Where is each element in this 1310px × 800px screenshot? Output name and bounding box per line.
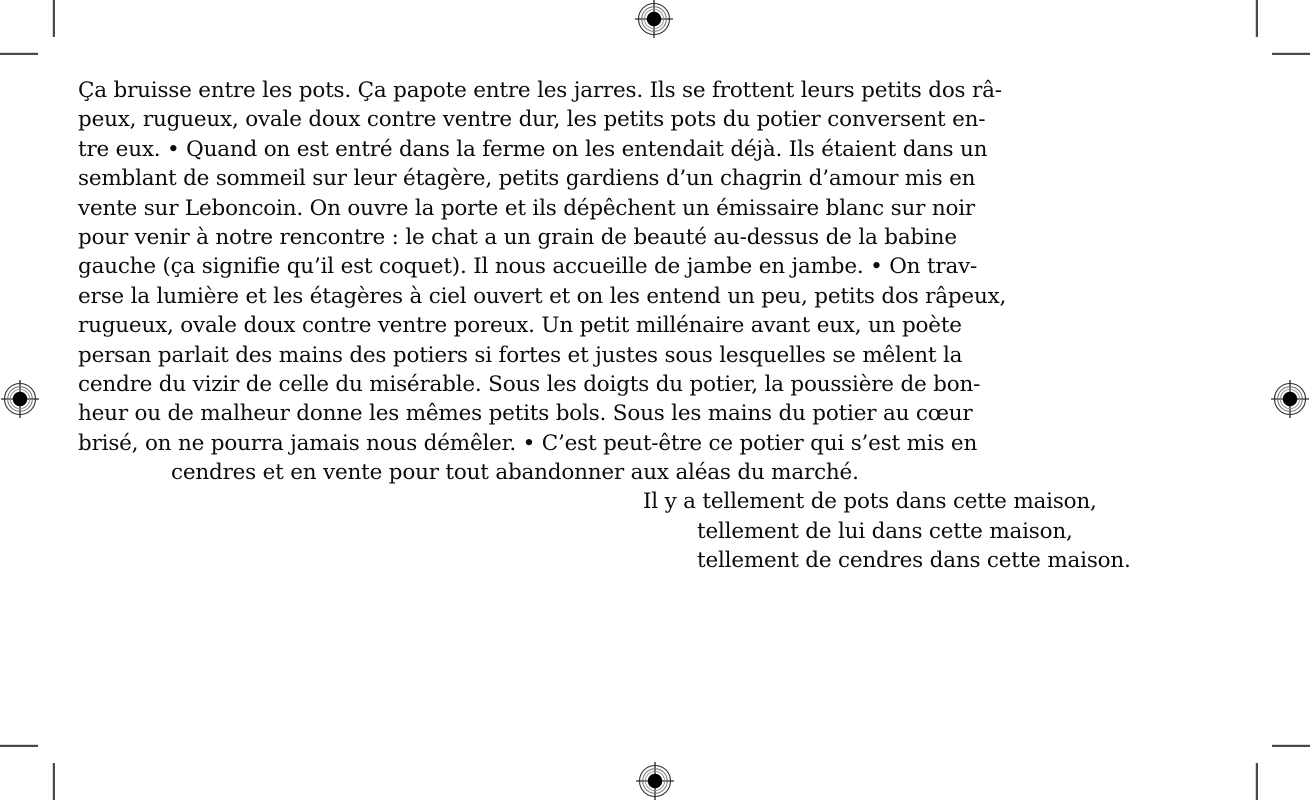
text-line: heur ou de malheur donne les mêmes petits bols. Sous les mains du potier au cœur [78, 401, 973, 427]
crop-mark-bottom-left-vertical [52, 763, 55, 800]
registration-mark-left-icon [0, 379, 40, 419]
text-line: erse la lumière et les étagères à ciel ouvert et on les entend un peu, petits dos râpeux, [78, 283, 1007, 309]
text-line: rugueux, ovale doux contre ventre poreux. Un petit millénaire avant eux, un poète [78, 313, 962, 339]
text-line: pour venir à notre rencontre : le chat a un grain de beauté au-dessus de la babine [78, 224, 957, 250]
text-line: brisé, on ne pourra jamais nous démêler. • C’est peut-être ce potier qui s’est mis en [78, 430, 978, 456]
poem-line: tellement de lui dans cette maison, [697, 518, 1073, 544]
text-line: cendre du vizir de celle du misérable. Sous les doigts du potier, la poussière de bon- [78, 371, 981, 397]
crop-mark-top-left-vertical [52, 0, 55, 37]
crop-mark-top-right-horizontal [1272, 52, 1310, 55]
prose-text [78, 76, 1238, 576]
poem-line: Il y a tellement de pots dans cette maison, [643, 489, 1097, 515]
text-line: gauche (ça signifie qu’il est coquet). Il nous accueille de jambe en jambe. • On trav- [78, 254, 978, 280]
registration-mark-top-icon [634, 0, 674, 39]
crop-mark-bottom-right-vertical [1255, 763, 1258, 800]
text-line: persan parlait des mains des potiers si fortes et justes sous lesquelles se mêlent la [78, 342, 963, 368]
text-line: vente sur Leboncoin. On ouvre la porte et ils dépêchent un émissaire blanc sur noir [78, 195, 975, 221]
crop-mark-bottom-left-horizontal [0, 744, 38, 747]
crop-mark-top-left-horizontal [0, 52, 38, 55]
crop-mark-bottom-right-horizontal [1272, 744, 1310, 747]
poem-line: tellement de cendres dans cette maison. [697, 548, 1131, 574]
registration-mark-bottom-icon [635, 761, 675, 800]
text-line: Ça bruisse entre les pots. Ça papote entre les jarres. Ils se frottent leurs petits dos râ- [78, 78, 1002, 103]
text-line: cendres et en vente pour tout abandonner aux aléas du marché. [171, 460, 859, 486]
text-line: peux, rugueux, ovale doux contre ventre dur, les petits pots du potier conversent en- [78, 107, 986, 133]
registration-mark-right-icon [1270, 379, 1310, 419]
crop-mark-top-right-vertical [1255, 0, 1258, 37]
text-line: semblant de sommeil sur leur étagère, petits gardiens d’un chagrin d’amour mis en [78, 166, 976, 192]
text-line: tre eux. • Quand on est entré dans la ferme on les entendait déjà. Ils étaient dans un [78, 136, 988, 162]
